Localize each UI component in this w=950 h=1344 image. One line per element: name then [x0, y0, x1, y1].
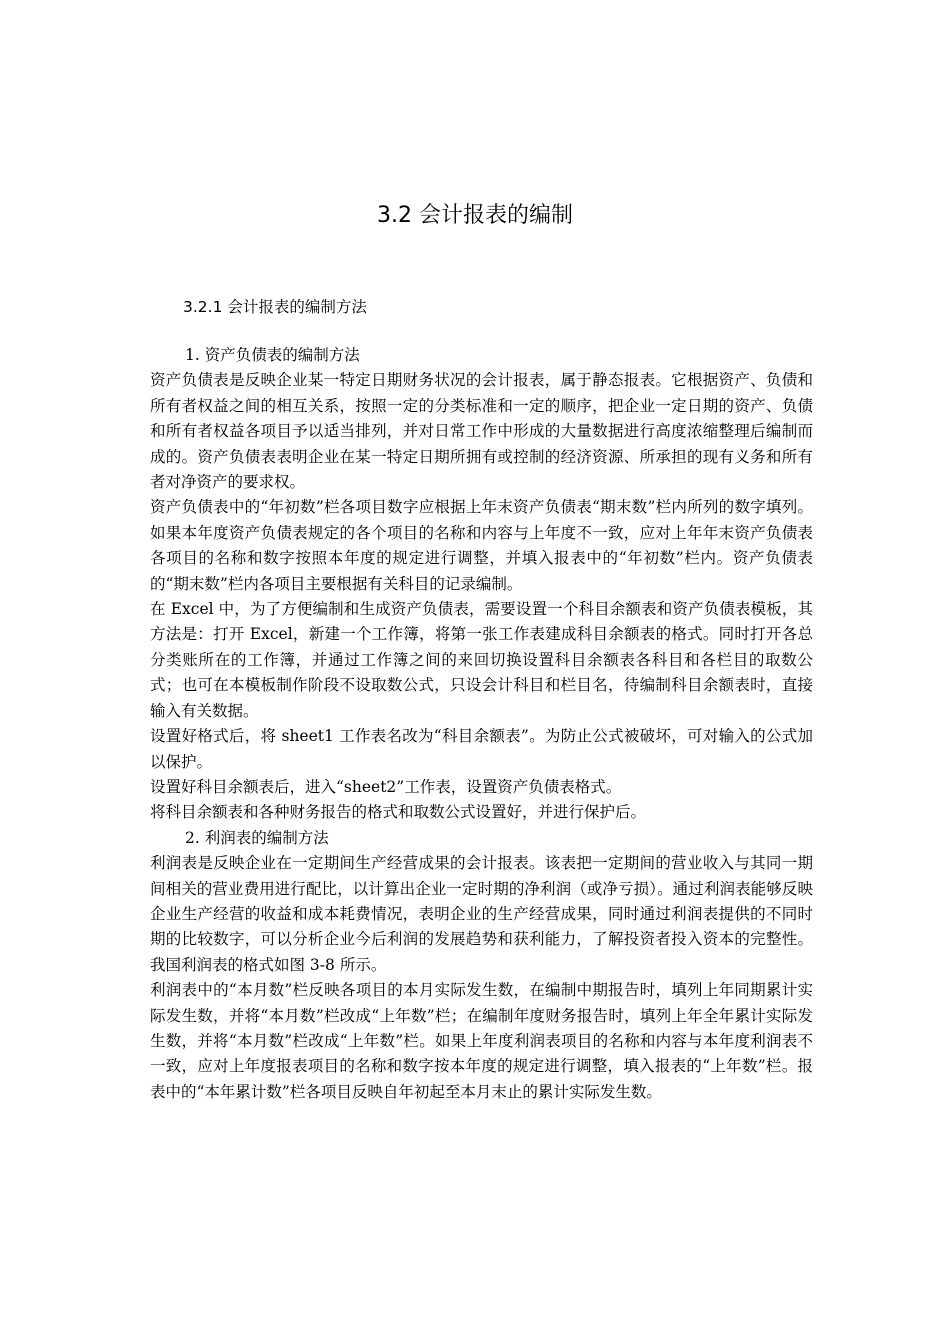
- paragraph: 利润表中的“本月数”栏反映各项目的本月实际发生数，在编制中期报告时，填列上年同期累计实际发生数，并将“本月数”栏改成“上年数”栏；在编制年度财务报告时，填列上年全年累计实际发生数，并将“本月数”栏改成“上年数”栏。如果上年度利润表项目的名称和内容与本年度利润表不一致，应对上年度报表项目的名称和数字按本年度的规定进行调整，填入报表的“上年数”栏。报表中的“本年累计数”栏各项目反映自年初起至本月末止的累计实际发生数。: [150, 981, 813, 1101]
- heading-balance-sheet: 1. 资产负债表的编制方法: [185, 346, 360, 364]
- heading-income-statement: 2. 利润表的编制方法: [185, 828, 329, 847]
- paragraph: 在 Excel 中，为了方便编制和生成资产负债表，需要设置一个科目余额表和资产负债表模板，其方法是：打开 Excel，新建一个工作簿，将第一张工作表建成科目余额表的格式。同时打开各总分类账所在的工作簿，并通过工作簿之间的来回切换设置科目余额表各科目和各栏目的取数公式；也可在本模板制作阶段不设取数公式，只设会计科目和栏目名，待编制科目余额表时，直接输入有关数据。: [150, 600, 813, 720]
- paragraph: 资产负债表中的“年初数”栏各项目数字应根据上年末资产负债表“期末数”栏内所列的数字填列。如果本年度资产负债表规定的各个项目的名称和内容与上年度不一致，应对上年年末资产负债表各项目的名称和数字按照本年度的规定进行调整，并填入报表中的“年初数”栏内。资产负债表的“期末数”栏内各项目主要根据有关科目的记录编制。: [150, 498, 813, 593]
- paragraph: 设置好科目余额表后，进入“sheet2”工作表，设置资产负债表格式。: [150, 777, 622, 796]
- document-body: [150, 343, 813, 1105]
- subsection-title: 3.2.1 会计报表的编制方法: [183, 298, 367, 316]
- paragraph: 将科目余额表和各种财务报告的格式和取数公式设置好，并进行保护后。: [150, 803, 647, 822]
- section-title: 3.2 会计报表的编制: [377, 203, 573, 228]
- paragraph: 利润表是反映企业在一定期间生产经营成果的会计报表。该表把一定期间的营业收入与其同一期间相关的营业费用进行配比，以计算出企业一定时期的净利润（或净亏损）。通过利润表能够反映企业生产经营的收益和成本耗费情况，表明企业的生产经营成果，同时通过利润表提供的不同时期的比较数字，可以分析企业今后利润的发展趋势和获利能力，了解投资者投入资本的完整性。我国利润表的格式如图 3-8 所示。: [150, 854, 813, 974]
- paragraph: 资产负债表是反映企业某一特定日期财务状况的会计报表，属于静态报表。它根据资产、负债和所有者权益之间的相互关系，按照一定的分类标准和一定的顺序，把企业一定日期的资产、负债和所有者权益各项目予以适当排列，并对日常工作中形成的大量数据进行高度浓缩整理后编制而成的。资产负债表表明企业在某一特定日期所拥有或控制的经济资源、所承担的现有义务和所有者对净资产的要求权。: [150, 371, 813, 492]
- paragraph: 设置好格式后，将 sheet1 工作表名改为“科目余额表”。为防止公式被破坏，可对输入的公式加以保护。: [150, 727, 813, 771]
